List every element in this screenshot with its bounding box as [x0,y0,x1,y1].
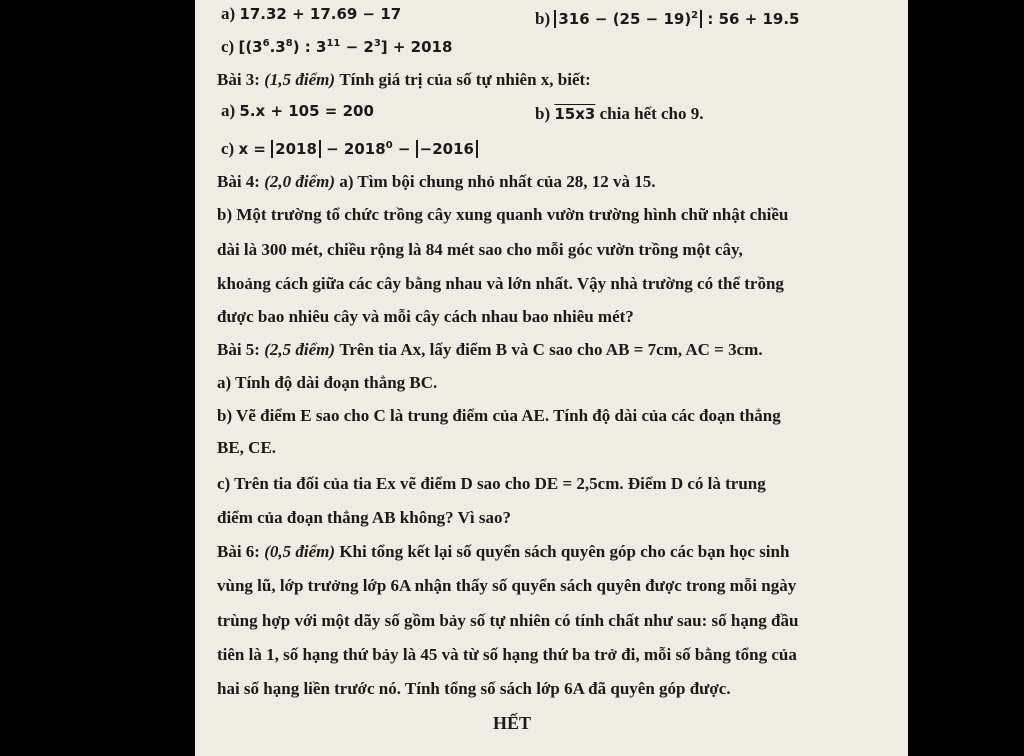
bai3-heading [217,70,591,90]
item-label: b) [535,9,551,28]
bai3-a [221,101,374,121]
bai5-line: a) Tính độ dài đoạn thẳng BC. [217,373,438,392]
problem-points: (2,0 điểm) [264,172,336,191]
bai5-heading [217,340,763,360]
bai4-b-line: b) Một trường tổ chức trồng cây xung quanh vườn trường hình chữ nhật chiều [217,205,789,224]
bai6-heading [217,542,789,562]
math-part: − 2018 [320,140,386,158]
problem-points: (0,5 điểm) [264,542,336,561]
math-part: 316 − (25 − 19) [558,10,692,28]
item-label: b) [535,104,551,123]
bai4-b-line: khoảng cách giữa các cây bằng nhau và lớn nhất. Vậy nhà trường có thể trồng [217,274,784,293]
math-part: : 56 + 19.5 [707,10,800,28]
math-expr [238,140,478,158]
math-exponent: 11 [326,38,341,49]
bai4-b-line: dài là 300 mét, chiều rộng là 84 mét sao cho mỗi góc vườn trồng một cây, [217,240,743,259]
item-a-top [221,4,401,24]
problem-number: Bài 4: [217,172,260,191]
problem-points: (1,5 điểm) [264,70,336,89]
bai4-heading [217,172,655,192]
math-expr [554,10,799,28]
math-part: [(3 [238,38,263,56]
math-exponent: 3 [373,38,381,49]
math-exponent: 8 [285,38,293,49]
problem-text: a) Tìm bội chung nhỏ nhất của 28, 12 và 15. [339,172,656,191]
math-part: x = [238,140,272,158]
math-expr: 15x3 [554,105,596,123]
math-abs: 2018 [271,140,321,158]
math-part: − 2 [340,38,374,56]
problem-text: chia hết cho 9. [599,104,704,123]
problem-text: Trên tia Ax, lấy điểm B và C sao cho AB = 7cm, AC = 3cm. [339,340,763,359]
item-label: a) [221,4,236,23]
math-exponent: 2 [691,10,699,21]
math-part: ] + 2018 [380,38,453,56]
bai5-line: c) Trên tia đối của tia Ex vẽ điểm D sao cho DE = 2,5cm. Điểm D có là trung [217,474,766,493]
problem-number: Bài 3: [217,70,260,89]
problem-points: (2,5 điểm) [264,340,336,359]
math-exponent: 0 [385,140,393,151]
bai3-b [535,104,704,124]
bai3-c [221,136,478,159]
item-label: c) [221,37,235,56]
bai5-line: BE, CE. [217,438,277,457]
math-exponent: 6 [262,38,270,49]
bai4-b-line: được bao nhiêu cây và mỗi cây cách nhau bao nhiêu mét? [217,307,634,326]
math-part: .3 [269,38,286,56]
math-part: ) : 3 [292,38,327,56]
math-abs: −2016 [416,140,478,158]
bai5-line: điểm của đoạn thẳng AB không? Vì sao? [217,508,511,527]
problem-number: Bài 6: [217,542,260,561]
exam-page [195,0,908,756]
math-part: − [392,140,416,158]
problem-number: Bài 5: [217,340,260,359]
bai6-line: trùng hợp với một dãy số gồm bảy số tự nhiên có tính chất như sau: số hạng đầu [217,611,799,630]
item-label: c) [221,139,235,158]
item-b-top [535,6,800,29]
end-marker: HẾT [493,713,532,733]
bai6-line: hai số hạng liền trước nó. Tính tổng số sách lớp 6A đã quyên góp được. [217,679,731,698]
bai6-line: tiên là 1, số hạng thứ bảy là 45 và từ số hạng thứ ba trở đi, mỗi số bằng tổng của [217,645,797,664]
bai6-line: vùng lũ, lớp trưởng lớp 6A nhận thấy số quyển sách quyên được trong mỗi ngày [217,576,797,595]
math-expr: 17.32 + 17.69 − 17 [239,5,402,23]
math-expr [238,38,452,56]
item-c-top [221,34,452,57]
problem-text: Tính giá trị của số tự nhiên x, biết: [339,70,591,89]
bai5-line: b) Vẽ điểm E sao cho C là trung điểm của AE. Tính độ dài của các đoạn thẳng [217,406,781,425]
math-expr: 5.x + 105 = 200 [239,102,374,120]
item-label: a) [221,101,236,120]
problem-text: Khi tổng kết lại số quyển sách quyên góp cho các bạn học sinh [339,542,790,561]
